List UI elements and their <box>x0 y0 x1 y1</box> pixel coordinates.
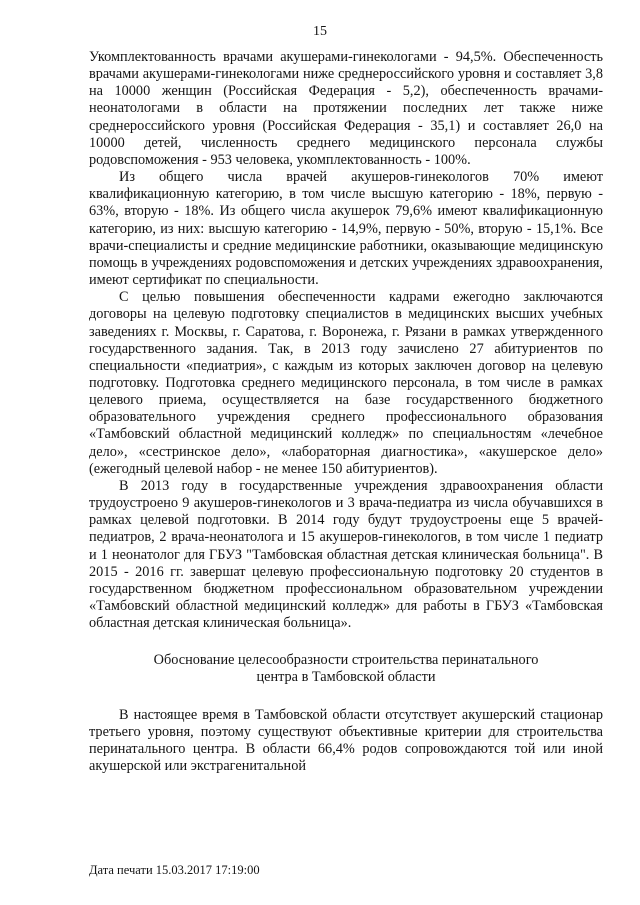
section-heading <box>89 652 603 686</box>
paragraph-qualification: Из общего числа врачей акушеров-гинекологов 70% имеют квалификационную категорию, в том числе высшую категорию - 18%, первую - 63%, вторую - 18%. Из общего числа акушерок 79,6% имеют квалификационную категорию, из них: высшую категорию - 14,9%, первую - 50%, вторую - 15,1%. Все врачи-специалисты и средние медицинские работники, оказывающие медицинскую помощь в учреждениях родовспоможения и детских учреждениях здравоохранения, имеют сертификат по специальности. <box>89 169 603 289</box>
document-body <box>89 49 603 775</box>
paragraph-justification: В настоящее время в Тамбовской области отсутствует акушерский стационар третьего уровня, поэтому существуют объективные критерии для строительства перинатального центра. В области 66,4% родов сопровождаются той или иной акушерской или экстрагенитальной <box>89 706 603 775</box>
paragraph-staffing: Укомплектованность врачами акушерами-гинекологами - 94,5%. Обеспеченность врачами акушерами-гинекологами ниже среднероссийского уровня и составляет 3,8 на 10000 женщин (Российская Федерация - 5,2), обеспеченность врачами-неонатологами в области на протяжении последних лет также ниже среднероссийского уровня (Российская Федерация - 35,1) и составляет 26,0 на 10000 детей, численность среднего медицинского персонала службы родовспоможения - 953 человека, укомплектованность - 100%. <box>89 49 603 168</box>
section-heading-line-2: центра в Тамбовской области <box>256 669 436 686</box>
print-date: Дата печати 15.03.2017 17:19:00 <box>89 863 260 877</box>
section-heading-line-1: Обоснование целесообразности строительства перинатального <box>153 652 539 669</box>
paragraph-training: С целью повышения обеспеченности кадрами ежегодно заключаются договоры на целевую подготовку специалистов в медицинских высших учебных заведениях г. Москвы, г. Саратова, г. Воронежа, г. Рязани в рамках утвержденного государственного задания. Так, в 2013 году зачислено 27 абитуриентов по специальности «педиатрия», с каждым из которых заключен договор на целевую подготовку. Подготовка среднего медицинского персонала, в том числе в рамках целевого приема, осуществляется на базе государственного бюджетного образовательного учреждения среднего профессионального образования «Тамбовский областной медицинский колледж» по специальностям «лечебное дело», «сестринское дело», «лабораторная диагностика», «акушерское дело» (ежегодный целевой набор - не менее 150 абитуриентов). <box>89 289 603 477</box>
page-number: 15 <box>313 24 327 39</box>
paragraph-employment: В 2013 году в государственные учреждения здравоохранения области трудоустроено 9 акушеров-гинекологов и 3 врача-педиатра из числа обучавшихся в рамках целевой подготовки. В 2014 году будут трудоустроены еще 5 врачей-педиатров, 2 врача-неонатолога и 15 акушеров-гинекологов, в том числе 1 педиатр и 1 неонатолог для ГБУЗ "Тамбовская областная детская клиническая больница". В 2015 - 2016 гг. завершат целевую профессиональную подготовку 20 студентов в государственном бюджетном профессиональном образовательном учреждении «Тамбовский областной медицинский колледж» для работы в ГБУЗ «Тамбовская областная детская клиническая больница». <box>89 477 603 632</box>
